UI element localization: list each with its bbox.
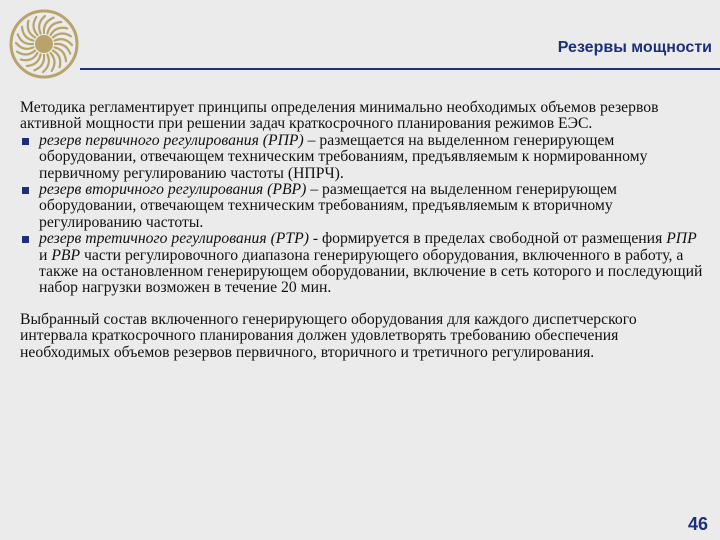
slide-title: Резервы мощности (557, 39, 712, 56)
reserve-term: резерв вторичного регулирования (РВР) (39, 181, 307, 199)
reserve-description: и (39, 246, 52, 264)
reserve-abbreviation: РПР (666, 230, 697, 248)
sun-logo-icon (4, 4, 84, 84)
header-divider (80, 68, 720, 70)
reserve-term: резерв первичного регулирования (РПР) (39, 131, 304, 149)
reserve-description: – размещается на выделенном генерирующем оборудовании, отвечающем техническим требованиям, предъявляемым к вторичному регулированию частоты. (39, 181, 617, 231)
square-bullet-icon (22, 187, 29, 194)
reserve-abbreviation: РВР (51, 246, 81, 264)
square-bullet-icon (22, 138, 29, 145)
reserve-term: резерв третичного регулирования (РТР) (39, 230, 309, 248)
reserve-description: части регулировочного диапазона генерирующего оборудования, включенного в работу, а также на остановленном генерирующем оборудовании, включение в сеть которого и последующий набор нагрузки возможен в течение 20 мин. (39, 246, 703, 297)
list-item (20, 231, 704, 297)
reserve-description: - формируется в пределах свободной от размещения (308, 230, 667, 248)
square-bullet-icon (22, 236, 29, 243)
closing-paragraph: Выбранный состав включенного генерирующего оборудования для каждого диспетчерского интервала краткосрочного планирования должен удовлетворять требованию обеспечения необходимых объемов резервов первичного, вторичного и третичного регулирования. (20, 310, 637, 361)
intro-paragraph: Методика регламентирует принципы определения минимально необходимых объемов резервов активной мощности при решении задач краткосрочного планирования режимов ЕЭС. (20, 99, 659, 133)
reserve-description: – размещается на выделенном генерирующем оборудовании, отвечающем техническим требованиям, предъявляемым к нормированному первичному регулированию частоты (НПРЧ). (39, 131, 648, 182)
page-number: 46 (687, 514, 708, 534)
reserve-list (20, 133, 704, 297)
slide-body (20, 100, 704, 361)
list-item (20, 133, 704, 182)
list-item (20, 182, 704, 231)
